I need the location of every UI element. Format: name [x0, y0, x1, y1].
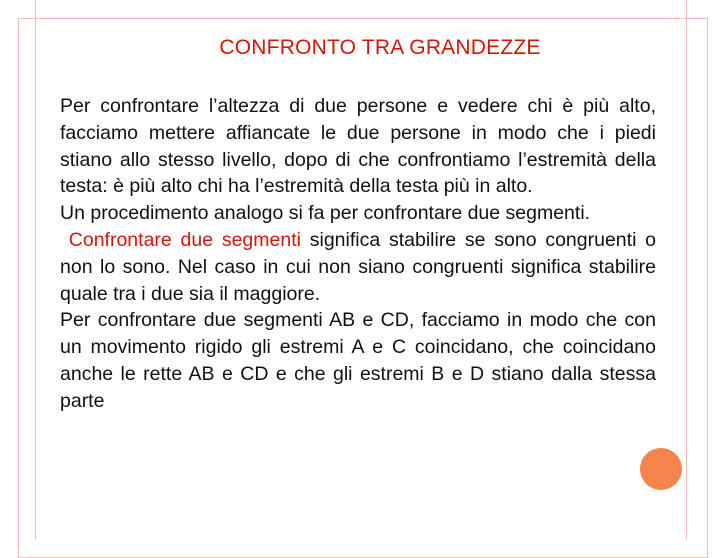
paragraph-segment-analogy: Un procedimento analogo si fa per confrontare due segmenti.: [60, 202, 591, 225]
slide-title: CONFRONTO TRA GRANDEZZE: [219, 36, 541, 59]
definition-text: significa stabilire se sono congruenti o non lo sono. Nel caso in cui non siano congruenti significa stabilire quale tra i due sia il maggiore.: [60, 228, 657, 305]
paragraph-procedure: Per confrontare due segmenti AB e CD, facciamo in modo che con un movimento rigido gli estremi A e C coincidano, che coincidano anche le rette AB e CD e che gli estremi B e D stiano dalla stessa parte: [60, 309, 656, 412]
paragraph-height-comparison: Per confrontare l’altezza di due persone e vedere chi è più alto, facciamo mettere affiancate le due persone in modo che i piedi stiano allo stesso livello, dopo di che confrontiamo l’estremità della testa: è più alto chi ha l’estremità della testa più in alto.: [60, 95, 656, 198]
right-rail-line: [686, 0, 687, 540]
left-rail-line: [35, 0, 36, 540]
paragraph-segment-definition: [60, 227, 656, 307]
highlighted-term: Confrontare due segmenti: [68, 228, 301, 251]
orange-circle-decoration: [640, 448, 682, 490]
slide-body: [60, 93, 656, 415]
